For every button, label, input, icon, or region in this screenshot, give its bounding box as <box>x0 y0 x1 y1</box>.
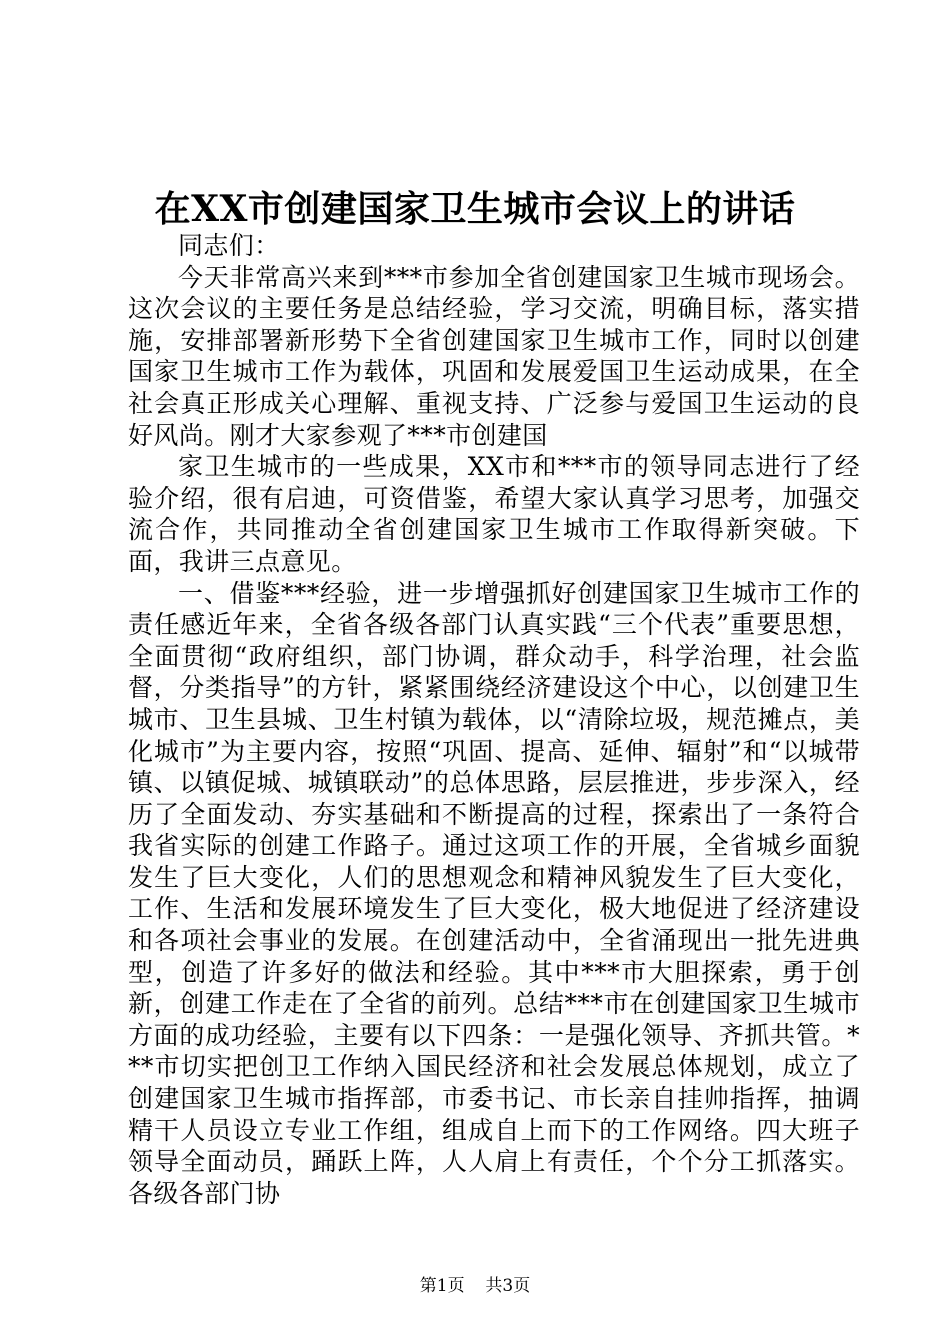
paragraph-2: 家卫生城市的一些成果，XX市和***市的领导同志进行了经验介绍，很有启迪，可资借鉴，希望大家认真学习思考，加强交流合作，共同推动全省创建国家卫生城市工作取得新突破。下面，我讲三点意见。 <box>128 452 860 576</box>
document-body <box>128 230 860 1209</box>
paragraph-1: 今天非常高兴来到***市参加全省创建国家卫生城市现场会。这次会议的主要任务是总结经验，学习交流，明确目标，落实措施，安排部署新形势下全省创建国家卫生城市工作，同时以创建国家卫生城市工作为载体，巩固和发展爱国卫生运动成果，在全社会真正形成关心理解、重视支持、广泛参与爱国卫生运动的良好风尚。刚才大家参观了***市创建国 <box>128 262 860 450</box>
salutation: 同志们： <box>178 231 280 260</box>
page-total: 共3页 <box>485 1276 531 1296</box>
page-number: 第1页 <box>419 1276 465 1296</box>
document-title: 在XX市创建国家卫生城市会议上的讲话 <box>154 188 796 230</box>
paragraph-3: 一、借鉴***经验，进一步增强抓好创建国家卫生城市工作的责任感近年来，全省各级各部门认真实践“三个代表”重要思想，全面贯彻“政府组织，部门协调，群众动手，科学治理，社会监督，分类指导”的方针，紧紧围绕经济建设这个中心，以创建卫生城市、卫生县城、卫生村镇为载体，以“清除垃圾，规范摊点，美化城市”为主要内容，按照“巩固、提高、延伸、辐射”和“以城带镇、以镇促城、城镇联动”的总体思路，层层推进，步步深入，经历了全面发动、夯实基础和不断提高的过程，探索出了一条符合我省实际的创建工作路子。通过这项工作的开展，全省城乡面貌发生了巨大变化，人们的思想观念和精神风貌发生了巨大变化，工作、生活和发展环境发生了巨大变化，极大地促进了经济建设和各项社会事业的发展。在创建活动中，全省涌现出一批先进典型，创造了许多好的做法和经验。其中***市大胆探索，勇于创新，创建工作走在了全省的前列。总结***市在创建国家卫生城市方面的成功经验，主要有以下四条：一是强化领导、齐抓共管。***市切实把创卫工作纳入国民经济和社会发展总体规划，成立了创建国家卫生城市指挥部，市委书记、市长亲自挂帅指挥，抽调精干人员设立专业工作组，组成自上而下的工作网络。四大班子领导全面动员，踊跃上阵，人人肩上有责任，个个分工抓落实。各级各部门协 <box>128 578 860 1208</box>
page-footer <box>0 1275 950 1297</box>
